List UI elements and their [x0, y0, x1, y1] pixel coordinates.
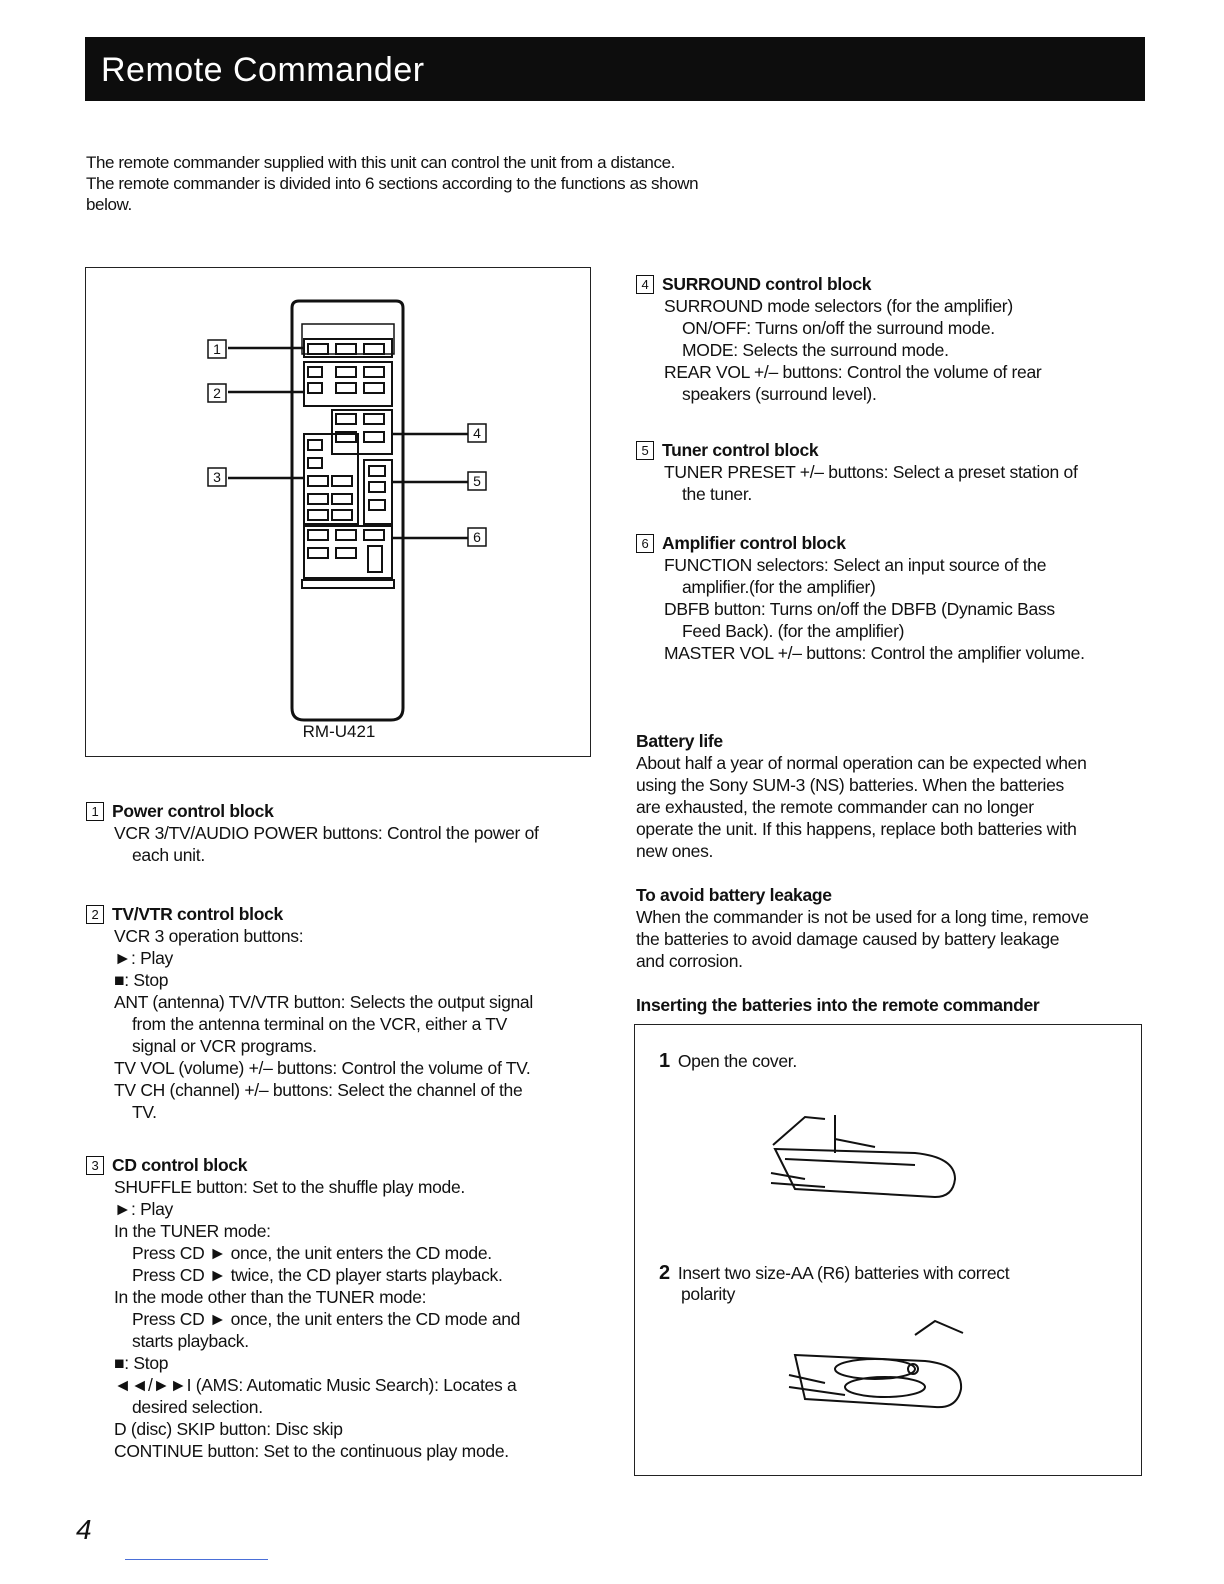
section-line: amplifier.(for the amplifier) [682, 577, 876, 597]
callout-3: 3 [213, 469, 221, 485]
paragraph-line: When the commander is not be used for a long time, remove [636, 907, 1089, 927]
model-label: RM-U421 [302, 722, 376, 741]
section-title: Amplifier control block [662, 533, 846, 553]
step-number: 1 [659, 1050, 670, 1072]
paragraph-line: new ones. [636, 841, 714, 861]
step-2 [659, 1263, 1009, 1305]
paragraph-line: and corrosion. [636, 951, 743, 971]
leakage-title: To avoid battery leakage [636, 885, 832, 905]
section-number: 4 [636, 275, 654, 294]
paragraph-line: are exhausted, the remote commander can no longer [636, 797, 1034, 817]
section-line: Press CD ► twice, the CD player starts playback. [132, 1265, 503, 1285]
section-line: ►: Play [114, 948, 173, 968]
section-power [86, 800, 606, 866]
section-number: 1 [86, 802, 104, 821]
section-title: CD control block [112, 1155, 248, 1175]
section-number: 6 [636, 534, 654, 553]
section-cd [86, 1154, 606, 1462]
section-line: CONTINUE button: Set to the continuous play mode. [114, 1441, 509, 1461]
remote-figure [85, 267, 591, 757]
callout-6: 6 [473, 529, 481, 545]
section-line: signal or VCR programs. [132, 1036, 317, 1056]
callout-2: 2 [213, 385, 221, 401]
section-line: In the mode other than the TUNER mode: [114, 1287, 427, 1307]
intro-line: The remote commander supplied with this unit can control the unit from a distance. [86, 153, 675, 172]
section-line: SURROUND mode selectors (for the amplifier) [664, 296, 1013, 316]
section-title: TV/VTR control block [112, 904, 283, 924]
section-line: Press CD ► once, the unit enters the CD mode and [132, 1309, 521, 1329]
section-line: In the TUNER mode: [114, 1221, 271, 1241]
section-surround [636, 273, 1176, 405]
insert-batteries-illustration [785, 1315, 975, 1425]
intro-text [86, 152, 806, 215]
section-line: ON/OFF: Turns on/off the surround mode. [682, 318, 995, 338]
battery-life-title: Battery life [636, 731, 723, 751]
section-line: TV VOL (volume) +/– buttons: Control the volume of TV. [114, 1058, 531, 1078]
section-line: ►: Play [114, 1199, 173, 1219]
callout-1: 1 [213, 341, 221, 357]
battery-life [636, 730, 1156, 862]
section-title: Tuner control block [662, 440, 819, 460]
section-amplifier [636, 532, 1176, 664]
battery-leakage [636, 884, 1156, 972]
section-line: speakers (surround level). [682, 384, 877, 404]
section-line: TV. [132, 1102, 157, 1122]
footer-rule [125, 1559, 268, 1560]
section-line: MASTER VOL +/– buttons: Control the amplifier volume. [664, 643, 1085, 663]
section-line: desired selection. [132, 1397, 263, 1417]
section-line: each unit. [132, 845, 205, 865]
callout-5: 5 [473, 473, 481, 489]
section-number: 3 [86, 1156, 104, 1175]
section-line: ■: Stop [114, 1353, 169, 1373]
section-line: Press CD ► once, the unit enters the CD mode. [132, 1243, 492, 1263]
section-line: DBFB button: Turns on/off the DBFB (Dynamic Bass [664, 599, 1055, 619]
section-tuner [636, 439, 1176, 505]
section-line: REAR VOL +/– buttons: Control the volume of rear [664, 362, 1042, 382]
section-line: ANT (antenna) TV/VTR button: Selects the output signal [114, 992, 533, 1012]
paragraph-line: operate the unit. If this happens, replace both batteries with [636, 819, 1077, 839]
step-text: Insert two size-AA (R6) batteries with correct [677, 1263, 1010, 1283]
section-title: SURROUND control block [662, 274, 872, 294]
section-line: the tuner. [682, 484, 752, 504]
inserting-title: Inserting the batteries into the remote commander [636, 995, 1040, 1015]
paragraph-line: using the Sony SUM-3 (NS) batteries. When the batteries [636, 775, 1065, 795]
section-line: from the antenna terminal on the VCR, either a TV [132, 1014, 508, 1034]
page-title: Remote Commander [101, 51, 425, 89]
section-line: ◄◄/►►I (AMS: Automatic Music Search): Locates a [114, 1375, 517, 1395]
paragraph-line: the batteries to avoid damage caused by battery leakage [636, 929, 1060, 949]
section-line: FUNCTION selectors: Select an input source of the [664, 555, 1047, 575]
remote-illustration [86, 268, 592, 758]
open-cover-illustration [765, 1109, 965, 1209]
section-line: TUNER PRESET +/– buttons: Select a preset station of [664, 462, 1078, 482]
section-line: VCR 3/TV/AUDIO POWER buttons: Control the power of [114, 823, 539, 843]
section-number: 5 [636, 441, 654, 460]
intro-line: below. [86, 195, 132, 214]
section-line: D (disc) SKIP button: Disc skip [114, 1419, 343, 1439]
battery-insert-box [634, 1024, 1142, 1476]
section-line: SHUFFLE button: Set to the shuffle play mode. [114, 1177, 465, 1197]
section-line: VCR 3 operation buttons: [114, 926, 304, 946]
page-number: 4 [76, 1514, 92, 1545]
section-line: MODE: Selects the surround mode. [682, 340, 949, 360]
step-text: Open the cover. [677, 1051, 797, 1071]
section-title: Power control block [112, 801, 274, 821]
section-line: Feed Back). (for the amplifier) [682, 621, 905, 641]
step-text: polarity [681, 1284, 736, 1304]
title-banner [85, 37, 1145, 101]
step-number: 2 [659, 1262, 670, 1284]
section-number: 2 [86, 905, 104, 924]
section-tv-vtr [86, 903, 606, 1123]
section-line: starts playback. [132, 1331, 249, 1351]
callout-4: 4 [473, 425, 481, 441]
section-line: TV CH (channel) +/– buttons: Select the channel of the [114, 1080, 523, 1100]
step-1 [659, 1051, 797, 1072]
paragraph-line: About half a year of normal operation can be expected when [636, 753, 1087, 773]
intro-line: The remote commander is divided into 6 sections according to the functions as shown [86, 174, 699, 193]
section-line: ■: Stop [114, 970, 169, 990]
